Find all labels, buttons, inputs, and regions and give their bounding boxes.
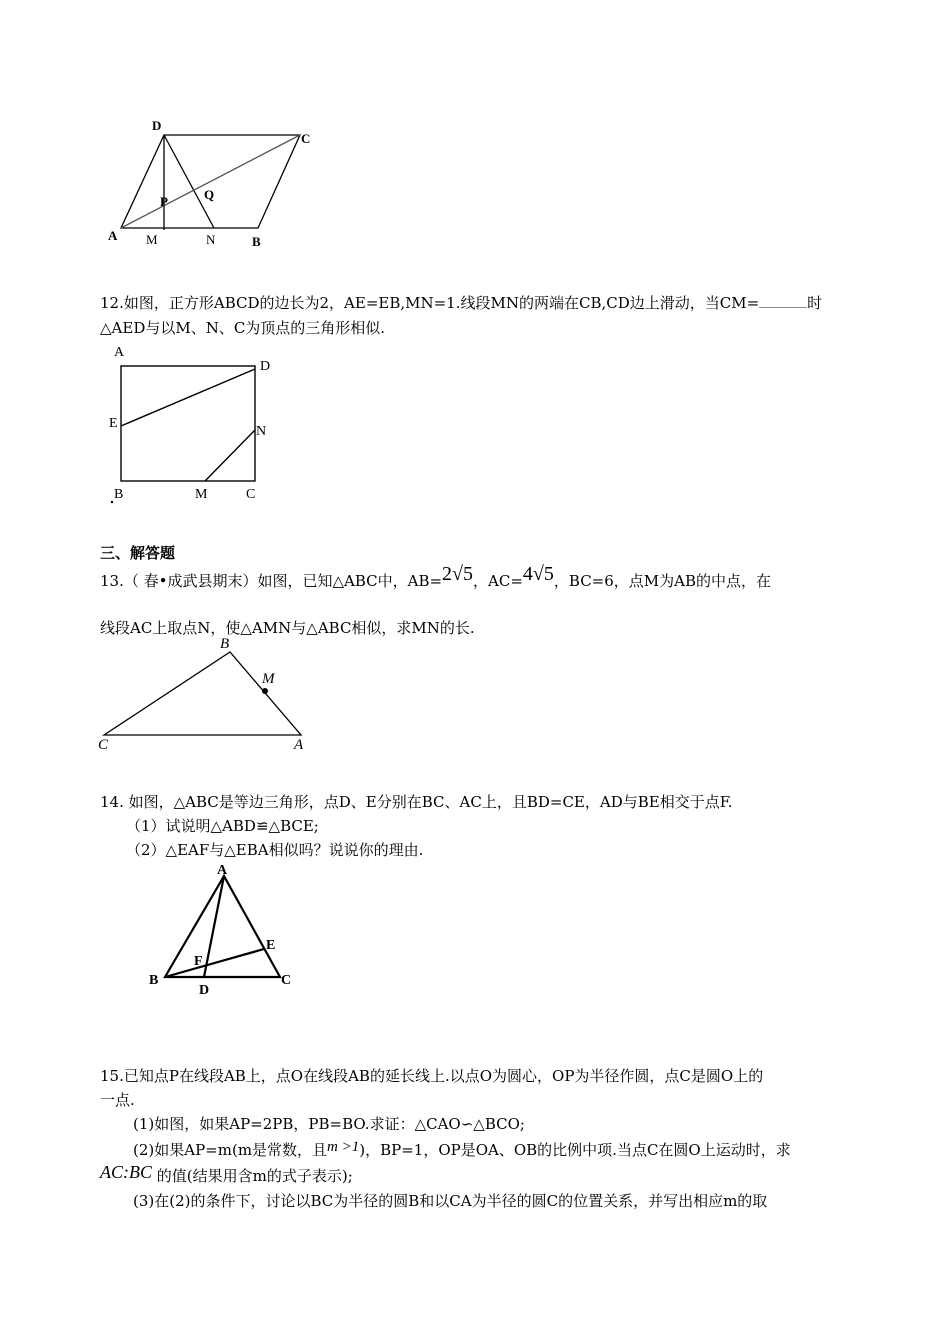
section-heading: 三、解答题 — [100, 544, 176, 562]
q15-text-line2: 一点. — [100, 1091, 135, 1109]
label-C: C — [246, 487, 256, 502]
label-P: P — [160, 194, 168, 209]
answer-blank[interactable] — [759, 293, 807, 308]
q14-part1: （1）试说明△ABD≌△BCE; — [126, 817, 319, 835]
label-N: N — [256, 424, 267, 439]
q12-text-line2: △AED与以M、N、C为顶点的三角形相似. — [100, 319, 386, 337]
label-A: A — [108, 228, 118, 243]
label-D: D — [152, 118, 162, 133]
parallelogram-figure — [100, 110, 330, 260]
q13-text-line1: 13.（ 春•成武县期末）如图，已知△ABC中，AB=2√5，AC=4√5，BC=6，点M为AB的中点，在 — [100, 563, 772, 590]
label-C: C — [301, 131, 311, 146]
label-M: M — [195, 487, 208, 502]
q15-part1: (1)如图，如果AP=2PB，PB=BO.求证：△CAO∽△BCO; — [133, 1115, 525, 1133]
label-D: D — [260, 359, 271, 374]
label-M: M — [262, 671, 275, 687]
q15-part2-line2: AC:BC 的值(结果用含m的式子表示); — [100, 1162, 353, 1185]
math-ac-bc: AC:BC — [100, 1162, 152, 1182]
q14-part2: （2）△EAF与△EBA相似吗？说说你的理由. — [126, 841, 424, 859]
label-A: A — [294, 737, 304, 753]
label-Q: Q — [204, 187, 215, 202]
q12-text-line1: 12.如图，正方形ABCD的边长为2，AE=EB,MN=1.线段MN的两端在CB,CD边上滑动，当CM= 时 — [100, 294, 823, 312]
label-M: M — [146, 232, 158, 247]
label-F: F — [194, 954, 203, 969]
label-B: B — [220, 636, 230, 652]
label-C: C — [98, 737, 109, 753]
equilateral-triangle-figure — [140, 860, 310, 1000]
q13-text-line2: 线段AC上取点N，使△AMN与△ABC相似，求MN的长. — [100, 619, 475, 637]
q14-text-line1: 14. 如图，△ABC是等边三角形，点D、E分别在BC、AC上，且BD=CE，AD与BE相交于点F. — [100, 793, 733, 811]
label-A: A — [114, 345, 125, 360]
label-B: B — [149, 973, 159, 988]
label-A: A — [217, 863, 228, 878]
q15-part3: (3)在(2)的条件下，讨论以BC为半径的圆B和以CA为半径的圆C的位置关系，并写出相应m的取 — [133, 1192, 768, 1210]
ab-value: 2√5 — [442, 563, 474, 585]
square-figure — [100, 340, 290, 510]
q15-part2-line1: (2)如果AP=m(m是常数，且m >1)，BP=1，OP是OA、OB的比例中项.当点C在圆O上运动时，求 — [133, 1139, 791, 1159]
label-B: B — [114, 487, 124, 502]
label-D: D — [199, 983, 210, 998]
label-N: N — [206, 232, 216, 247]
label-B: B — [252, 234, 261, 249]
label-E: E — [266, 938, 276, 953]
label-E: E — [109, 416, 118, 431]
label-C: C — [281, 973, 292, 988]
q15-text-line1: 15.已知点P在线段AB上，点O在线段AB的延长线上.以点O为圆心，OP为半径作圆，点C是圆O上的 — [100, 1067, 764, 1085]
ac-value: 4√5 — [522, 563, 554, 585]
math-m-gt-1: m >1 — [327, 1139, 360, 1155]
triangle-figure-q13 — [90, 635, 320, 755]
